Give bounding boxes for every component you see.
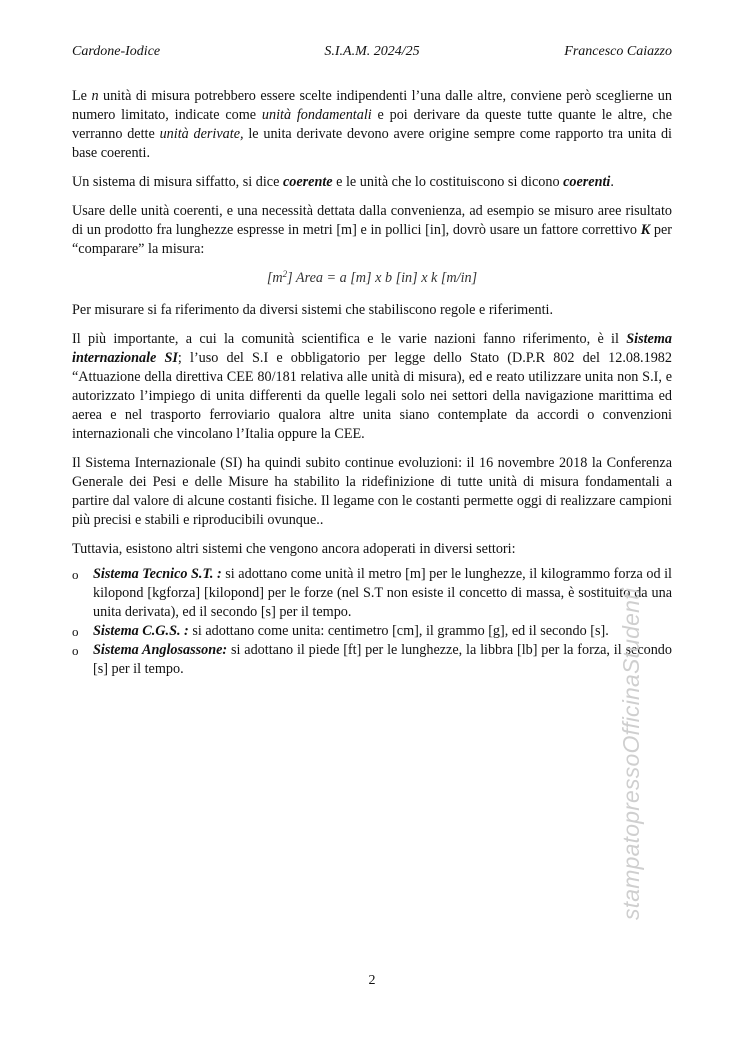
term-unita-fondamentali: unità fondamentali xyxy=(261,107,372,123)
header-authors: Cardone-Iodice xyxy=(72,44,161,59)
bullet-icon: o xyxy=(72,643,79,658)
paragraph-unita-fondamentali: Le n unità di misura potrebbero essere scelte indipendenti l’una dalle altre, conviene però sceglierne un numero limitato, indicate come unità fondamentali e poi derivare da queste tutte quante le altre, che verranno dette unità derivate, le unita derivate devono avere origine sempre come rapporto tra unita di base coerenti. xyxy=(72,88,672,161)
header-course: S.I.A.M. 2024/25 xyxy=(324,44,420,59)
watermark: stampatopressoOfficinaStudenti xyxy=(618,587,644,920)
paragraph-evoluzioni-si: Il Sistema Internazionale (SI) ha quindi subito continue evoluzioni: il 16 novembre 2018 la Conferenza Generale dei Pesi e delle Misure ha stabilito la ridefinizione di tutte unità di misura fondamentali a partire dal valore di alcune costanti fisiche. Il legame con le costanti permette oggi di realizzare campioni più precisi e stabili e riproducibili ovunque.. xyxy=(72,455,672,528)
paragraph-riferimenti: Per misurare si fa riferimento da diversi sistemi che stabiliscono regole e riferimenti. xyxy=(72,302,554,318)
page-header xyxy=(72,44,672,64)
page-number: 2 xyxy=(368,973,376,988)
page-content xyxy=(72,87,672,679)
term-k: K xyxy=(640,222,651,238)
paragraph-unita-coerenti: Usare delle unità coerenti, e una necessità dettata dalla convenienza, ad esempio se misuro aree risultato di un prodotto fra lunghezze espresse in metri [m] e in pollici [in], dovrò usare un fattore correttivo K per “comparare” la misura: xyxy=(72,203,672,257)
paragraph-sistema-coerente: Un sistema di misura siffatto, si dice coerente e le unità che lo costituiscono si dicono coerenti. xyxy=(72,174,614,190)
area-formula: $[m^2]$ Area = a [m] x b [in] x k [m/in] xyxy=(266,269,478,286)
term-unita-derivate: unità derivate, xyxy=(159,126,244,142)
term-coerenti: coerenti xyxy=(563,174,611,190)
term-coerente: coerente xyxy=(282,174,333,190)
list-item: o Sistema C.G.S. : si adottano come unita: centimetro [cm], il grammo [g], ed il secondo [s]. xyxy=(72,623,609,639)
header-student: Francesco Caiazzo xyxy=(564,44,672,59)
list-item: o Sistema Tecnico S.T. : si adottano come unità il metro [m] per le lunghezze, il kilogrammo forza od il kilopond [kgforza] [kilopond] per le forze (nel S.T non esiste il concetto di massa, è sostituito da una unita derivata), ed il secondo [s] per il tempo. xyxy=(72,566,673,620)
paragraph-altri-sistemi: Tuttavia, esistono altri sistemi che vengono ancora adoperati in diversi settori: xyxy=(72,541,516,557)
list-item: o Sistema Anglosassone: si adottano il piede [ft] per le lunghezze, la libbra [lb] per la forza, il secondo [s] per il tempo. xyxy=(72,642,672,677)
bullet-icon: o xyxy=(72,567,79,582)
term-sistema-internazionale: Sistema internazionale SI xyxy=(72,331,672,366)
bullet-icon: o xyxy=(72,624,79,639)
systems-list xyxy=(72,565,672,679)
paragraph-sistema-internazionale: Il più importante, a cui la comunità scientifica e le varie nazioni fanno riferimento, è il Sistema internazionale SI; l’uso del S.I e obbligatorio per legge dello Stato (D.P.R 802 del 12.08.1982 “Attuazione della direttiva CEE 80/181 relativa alle unità di misura), ed e reato utilizzare unita non S.I, e autorizzato l’impiego di unita differenti da quelle legali solo nei settori della navigazione marittima ed aerea e nel trasporto ferroviario qualora altre unita siano contemplate da accordi o convenzioni internazionali che vincolano l’Italia oppure la CEE. xyxy=(72,331,672,442)
